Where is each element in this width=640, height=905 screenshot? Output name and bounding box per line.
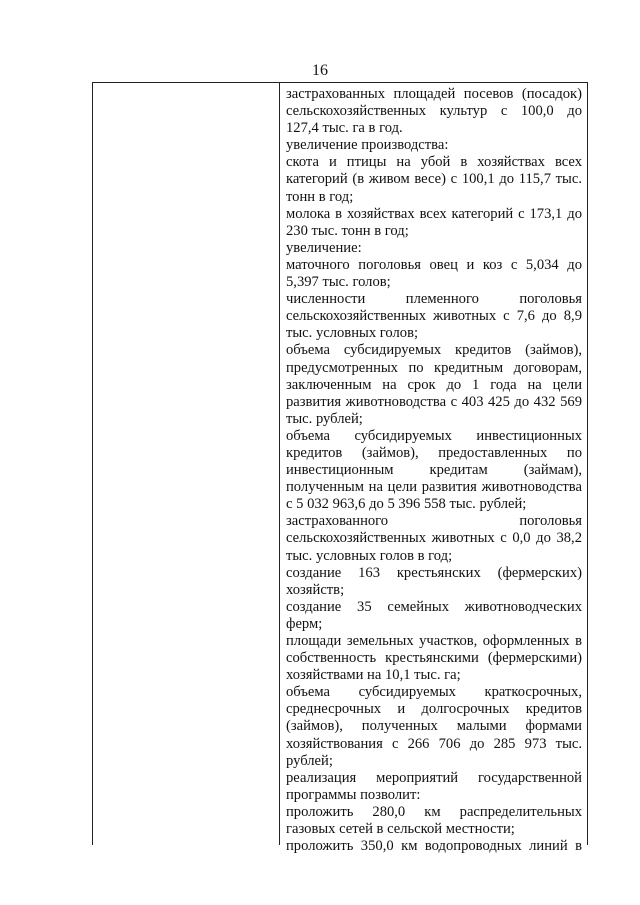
text-line: хозяйствования с 266 706 до 285 973 тыс.	[286, 735, 582, 752]
text-line: газовых сетей в сельской местности;	[286, 821, 515, 838]
text-line: кредитов (займов), предоставленных по	[286, 444, 582, 461]
text-line: проложить 350,0 км водопроводных линий в	[286, 838, 582, 855]
text-line: рублей;	[286, 752, 333, 769]
text-line: собственность крестьянскими (фермерскими)	[286, 650, 582, 667]
text-line: хозяйствами на 10,1 тыс. га;	[286, 667, 461, 684]
text-line: заключенным на срок до 1 года на цели	[286, 376, 582, 393]
table-right-cell	[280, 83, 587, 855]
text-line: хозяйств;	[286, 581, 345, 598]
text-line: среднесрочных и долгосрочных кредитов	[286, 701, 582, 718]
text-line: тонн в год;	[286, 188, 354, 205]
text-line: тыс. рублей;	[286, 410, 363, 427]
text-line: объема субсидируемых краткосрочных,	[286, 684, 582, 701]
text-line: создание 35 семейных животноводческих	[286, 598, 582, 615]
text-line: объема субсидируемых кредитов (займов),	[286, 342, 582, 359]
text-line: скота и птицы на убой в хозяйствах всех	[286, 154, 582, 171]
text-line: проложить 280,0 км распределительных	[286, 803, 582, 820]
text-line: полученным на цели развития животноводства	[286, 479, 582, 496]
text-line: инвестиционным кредитам (займам),	[286, 462, 582, 479]
text-line: реализация мероприятий государственной	[286, 769, 582, 786]
text-line: 5,397 тыс. голов;	[286, 274, 391, 291]
text-line: застрахованного поголовья	[286, 513, 582, 530]
text-line: застрахованных площадей посевов (посадок)	[286, 86, 582, 102]
text-line: маточного поголовья овец и коз с 5,034 до	[286, 256, 582, 273]
text-line: 230 тыс. тонн в год;	[286, 222, 409, 239]
text-line: объема субсидируемых инвестиционных	[286, 427, 582, 444]
text-line: категорий (в живом весе) с 100,1 до 115,7 тыс.	[286, 171, 582, 188]
text-line: сельскохозяйственных животных с 7,6 до 8,9	[286, 308, 582, 325]
text-line: тыс. условных голов в год;	[286, 547, 453, 564]
text-line: сельскохозяйственных культур с 100,0 до	[286, 103, 582, 120]
text-line: тыс. условных голов;	[286, 325, 419, 342]
page-number: 16	[312, 62, 328, 79]
document-table	[92, 82, 588, 855]
text-line: площади земельных участков, оформленных в	[286, 633, 582, 649]
text-line: развития животноводства с 403 425 до 432 569	[286, 393, 582, 410]
text-line: (займов), полученных малыми формами	[286, 718, 582, 735]
text-line: сельскохозяйственных животных с 0,0 до 38,2	[286, 530, 582, 547]
text-line: увеличение:	[286, 239, 362, 256]
text-line: численности племенного поголовья	[286, 291, 582, 308]
text-line: увеличение производства:	[286, 137, 449, 154]
text-line: предусмотренных по кредитным договорам,	[286, 359, 582, 376]
text-line: молока в хозяйствах всех категорий с 173,1 до	[286, 205, 582, 222]
text-line: с 5 032 963,6 до 5 396 558 тыс. рублей;	[286, 496, 527, 513]
text-line: программы позволит:	[286, 786, 421, 803]
text-line: ферм;	[286, 615, 323, 632]
text-line: 127,4 тыс. га в год.	[286, 120, 403, 137]
text-line: создание 163 крестьянских (фермерских)	[286, 564, 582, 581]
table-left-cell	[93, 83, 280, 845]
